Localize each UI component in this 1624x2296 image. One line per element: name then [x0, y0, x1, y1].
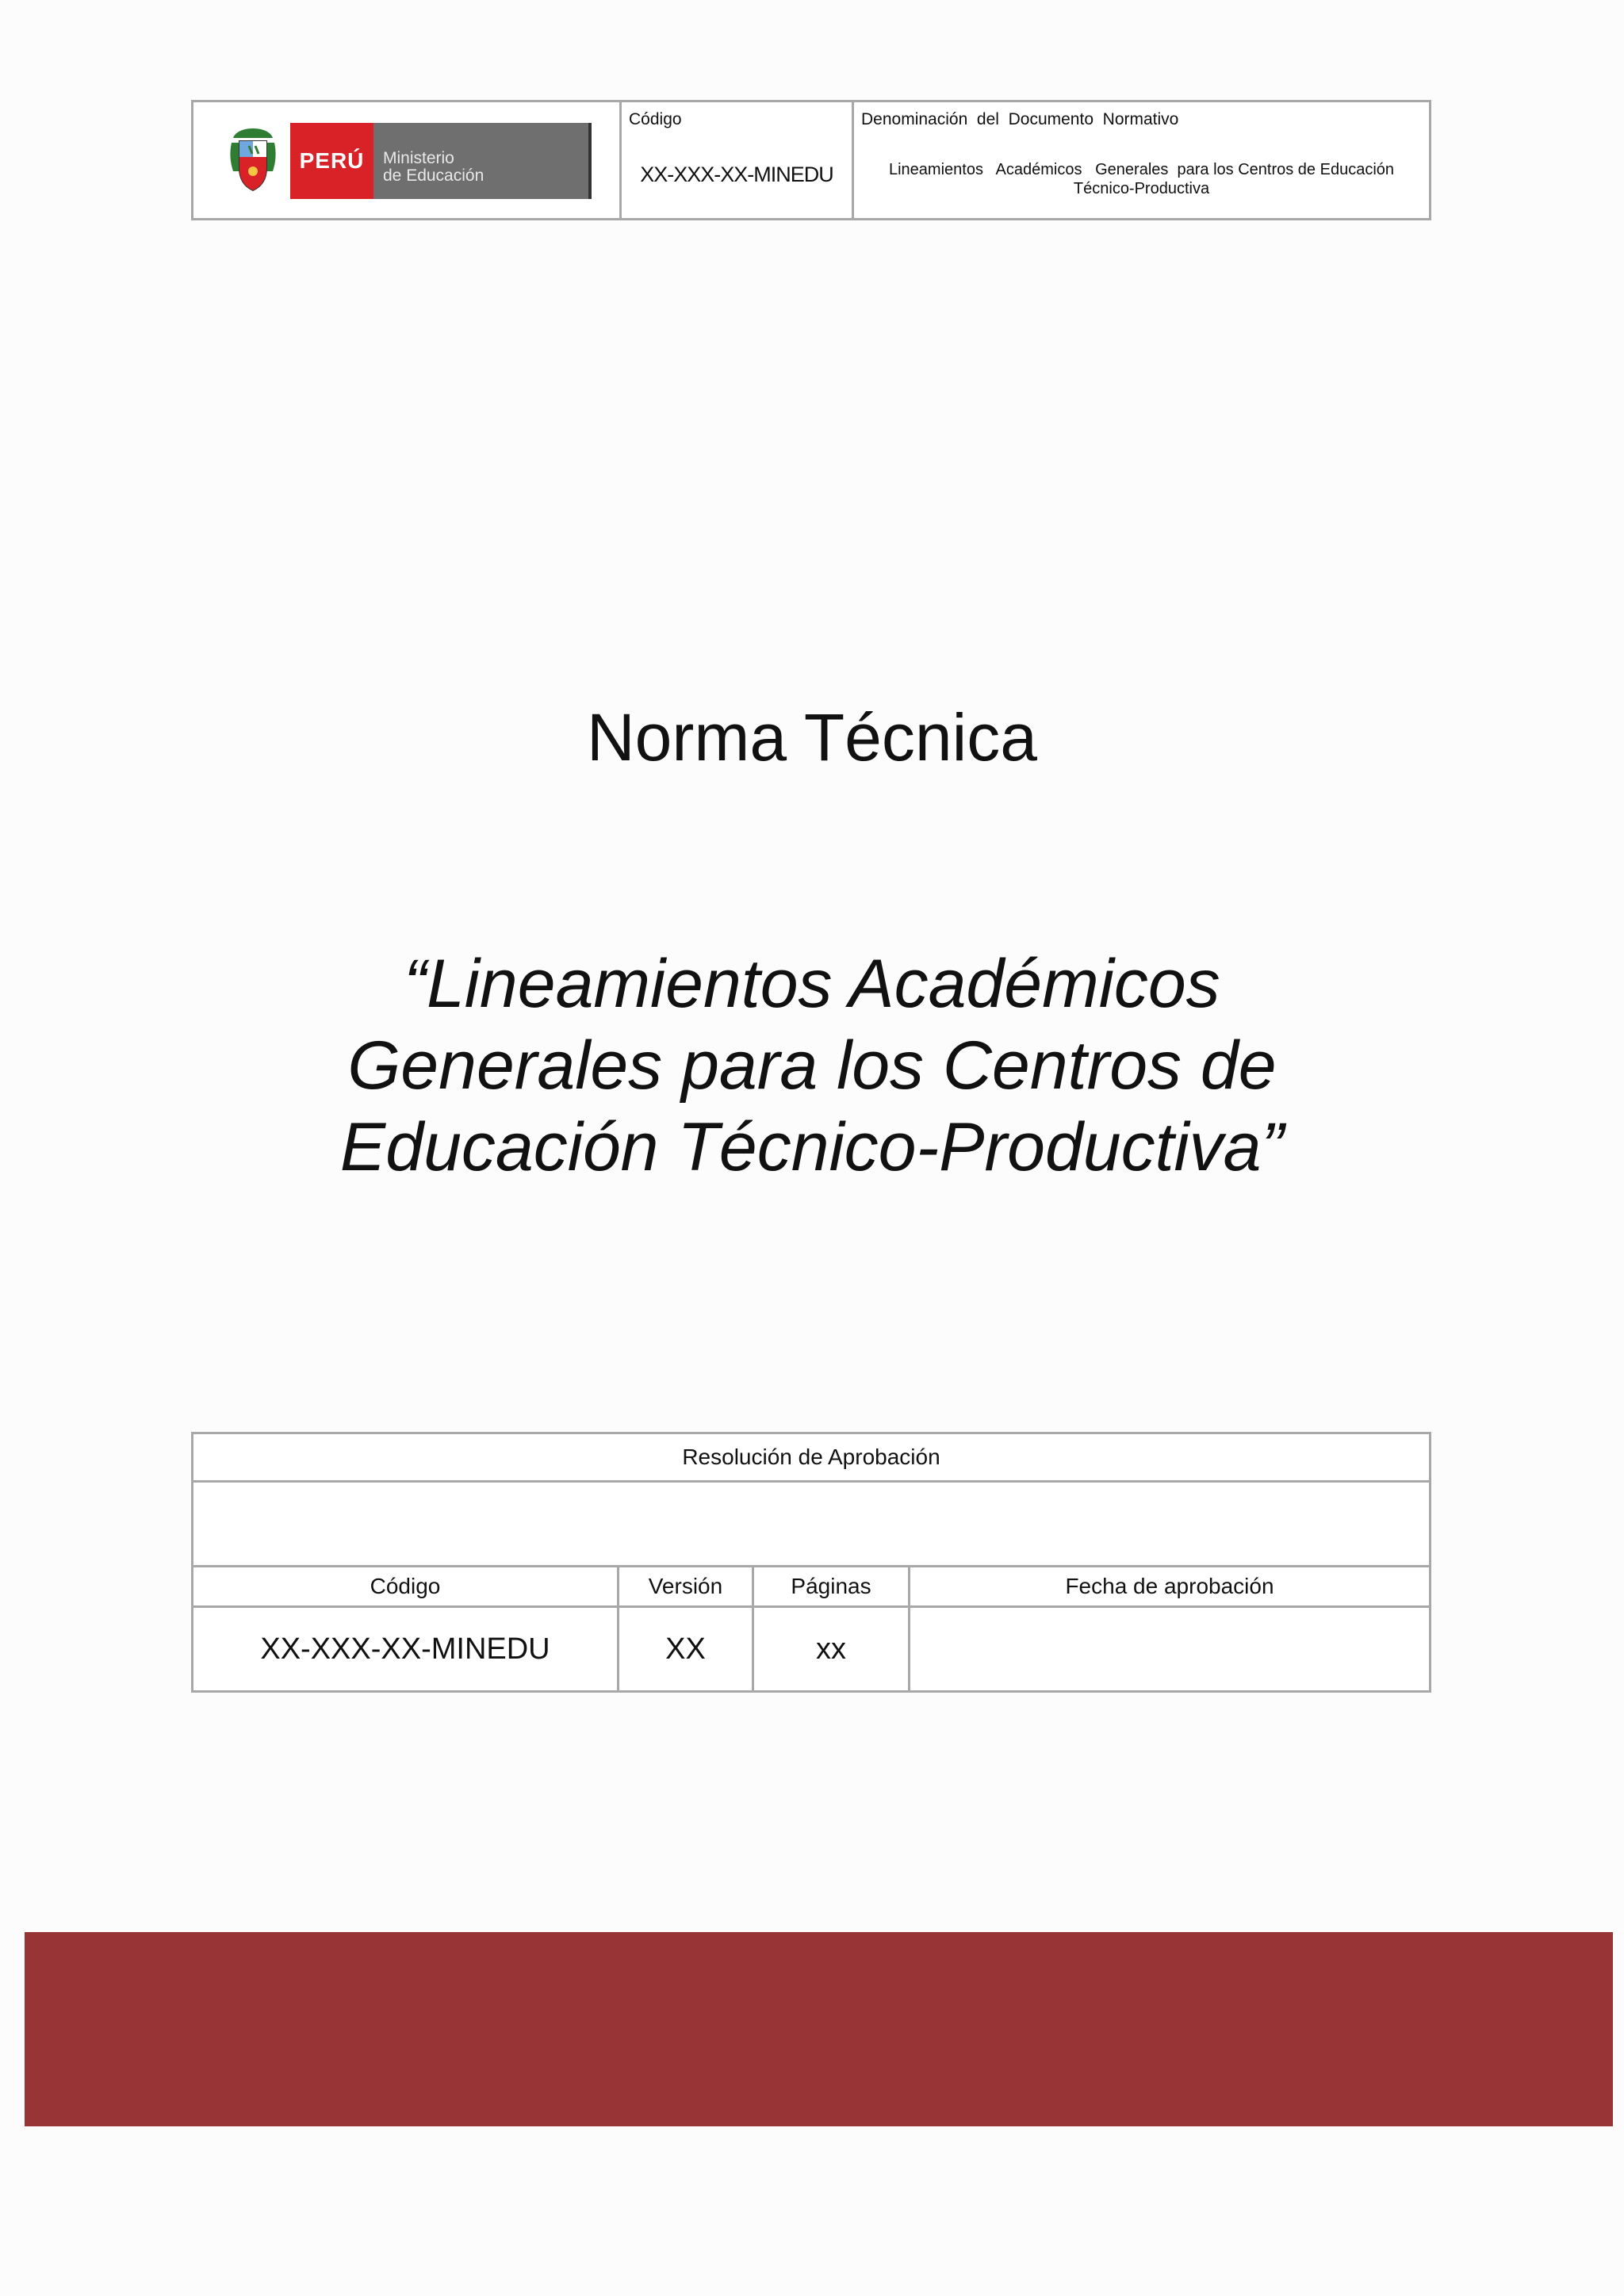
approval-heading-row	[193, 1433, 1431, 1482]
approval-table	[191, 1432, 1431, 1693]
resolution-value	[193, 1482, 1431, 1567]
ministry-line-1: Ministerio	[383, 149, 454, 167]
approval-column-header-row	[193, 1567, 1431, 1607]
document-name-cell	[854, 102, 1429, 218]
approval-date-cell-value	[910, 1607, 1431, 1692]
peru-coat-of-arms-icon	[225, 125, 281, 197]
document-subtitle	[0, 943, 1624, 1188]
code-label: Código	[629, 110, 682, 128]
column-header-code: Código	[193, 1567, 619, 1607]
column-header-version: Versión	[619, 1567, 753, 1607]
document-name-value: Lineamientos Académicos Generales para los Centros de Educación Técnico-Productiva	[888, 161, 1404, 197]
pages-cell-value: xx	[753, 1607, 910, 1692]
minedu-logo	[225, 118, 603, 204]
column-header-pages: Páginas	[753, 1567, 910, 1607]
document-name-label: Denominación del Documento Normativo	[861, 110, 1179, 128]
code-cell-value: XX-XXX-XX-MINEDU	[193, 1607, 619, 1692]
version-cell-value: XX	[619, 1607, 753, 1692]
ministry-wordmark	[373, 123, 592, 199]
peru-wordmark: PERÚ	[290, 123, 373, 199]
ministry-line-2: de Educación	[383, 166, 485, 185]
approval-value-row	[193, 1607, 1431, 1692]
code-cell	[622, 102, 854, 218]
page-title: Norma Técnica	[587, 700, 1037, 775]
subtitle-line-2: Generales para los Centros de	[347, 1027, 1277, 1104]
subtitle-line-1: “Lineamientos Académicos	[404, 946, 1220, 1022]
approval-resolution-row	[193, 1482, 1431, 1567]
code-value: XX-XXX-XX-MINEDU	[640, 163, 833, 186]
logo-cell	[193, 102, 622, 218]
column-header-approval-date: Fecha de aprobación	[910, 1567, 1431, 1607]
document-header-table	[191, 100, 1431, 220]
footer-color-band	[25, 1932, 1613, 2126]
subtitle-line-3: Educación Técnico-Productiva”	[339, 1109, 1285, 1185]
approval-heading: Resolución de Aprobación	[193, 1433, 1431, 1482]
